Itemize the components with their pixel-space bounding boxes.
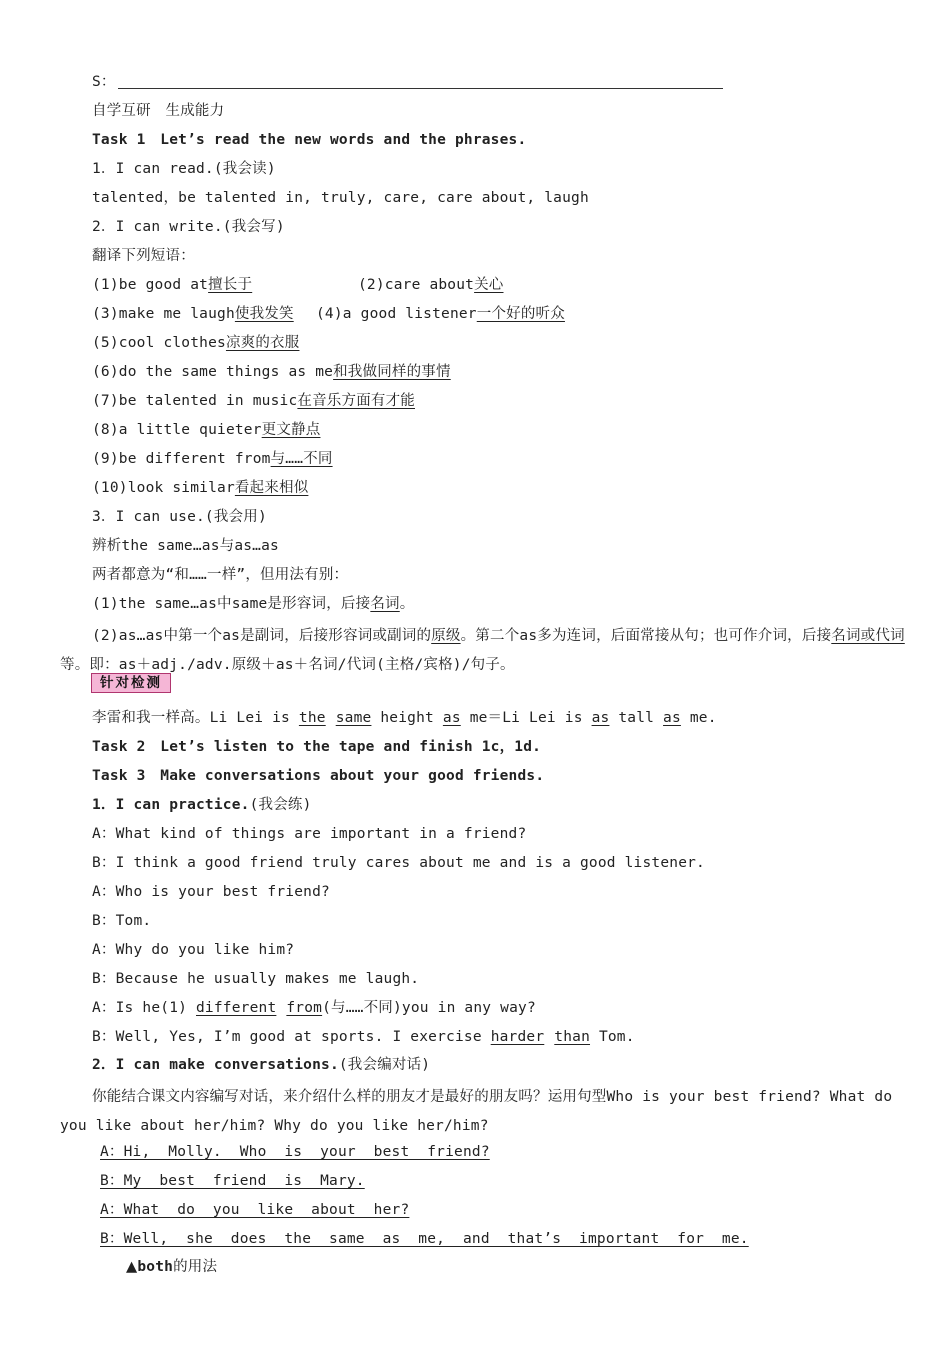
dialog-line: A：What kind of things are important in a friend? [92,826,527,842]
answer-line: B：My best friend is Mary. [100,1173,365,1189]
phrase-question: (6)do the same things as me [92,364,334,380]
read-heading: 1．I can read.(我会读) [92,161,276,177]
phrase-answer: 凉爽的衣服 [225,335,300,351]
dialog-line: B：I think a good friend truly cares about me and is a good listener. [92,855,705,871]
dialog-line: A：Who is your best friend? [92,884,330,900]
word-list: talented，be talented in, truly, care, care about, laugh [92,190,589,206]
blank-answer: the [298,710,326,726]
phrase-row [92,449,333,469]
check-badge: 针对检测 [91,673,171,693]
rule-1: (1)the same…as中same是形容词，后接名词。 [92,596,415,612]
phrase-answer: 在音乐方面有才能 [297,393,415,409]
phrase-row [92,304,294,324]
phrase-question: (8)a little quieter [92,422,262,438]
phrase-answer: 看起来相似 [234,480,309,496]
blank-answer: as [591,710,610,726]
make-heading: 2．I can make conversations.(我会编对话) [92,1057,431,1073]
phrase-answer: 擅长于 [208,277,253,293]
phrase-row [92,420,320,440]
triangle-icon: ▲ [126,1259,138,1275]
phrase-question: (5)cool clothes [92,335,226,351]
phrase-row [316,304,565,324]
blank-answer: as [442,710,461,726]
dialog-line: B：Tom. [92,913,152,929]
phrase-question: (9)be different from [92,451,271,467]
answer-line: A：Hi, Molly. Who is your best friend? [100,1144,490,1160]
write-heading: 2．I can write.(我会写) [92,219,285,235]
phrase-answer: 和我做同样的事情 [333,364,451,380]
dialog-line: B：Well, Yes, I’m good at sports. I exercise harder than Tom. [92,1029,635,1045]
phrase-answer: 更文静点 [261,422,321,438]
section-title: 自学互研 生成能力 [92,103,225,119]
phrase-row [92,362,451,382]
phrase-question: (3)make me laugh [92,306,235,322]
instruction: 你能结合课文内容编写对话，来介绍什么样的朋友才是最好的朋友吗？运用句型Who is your best friend? What do you like about her/him? Why do you like her/him? [60,1089,893,1134]
s-label: S： [92,74,116,90]
phrase-question: (4)a good listener [316,306,477,322]
dialog-line: A：Why do you like him? [92,942,295,958]
rule-2-answer: 名词或代词 [831,628,905,644]
distinguish-line: 辨析the same…as与as…as [92,538,279,554]
phrase-answer: 关心 [474,277,504,293]
both-mean-line: 两者都意为“和……一样”，但用法有别： [92,567,349,583]
phrase-answer: 使我发笑 [234,306,294,322]
rule-1-answer: 名词 [370,596,400,612]
phrase-row [92,333,299,353]
phrase-question: (1)be good at [92,277,209,293]
phrase-row [92,478,308,498]
dialog-line: B：Because he usually makes me laugh. [92,971,420,987]
phrase-row [358,275,504,295]
rule-2: (2)as…as中第一个as是副词，后接形容词或副词的原级。第二个as多为连词，后面常接从句；也可作介词，后接名词或代词等。即：as＋adj./adv.原级＋as＋名词/代词(主格/宾格)/句子。 [60,628,905,673]
phrase-question: (2)care about [358,277,475,293]
phrase-question: (7)be talented in music [92,393,298,409]
phrase-answer: 与……不同 [270,451,333,467]
blank-answer: from [286,1000,323,1016]
translate-prompt: 翻译下列短语： [92,248,195,264]
blank-answer: harder [490,1029,545,1045]
blank-answer: different [196,1000,277,1016]
blank-answer: same [335,710,372,726]
task1-title: Task 1 Let’s read the new words and the phrases. [92,132,527,148]
dialog-line: A：Is he(1) different from(与……不同)you in any way? [92,1000,536,1016]
blank-answer: as [663,710,681,726]
phrase-answer: 一个好的听众 [476,306,565,322]
answer-line: B：Well, she does the same as me, and that’s important for me. [100,1231,749,1247]
phrase-row [92,275,252,295]
task3-title: Task 3 Make conversations about your good friends. [92,768,545,784]
check-sentence: 李雷和我一样高。Li Lei is the same height as me＝Li Lei is as tall as me. [92,710,717,726]
phrase-row [92,391,415,411]
task2-title: Task 2 Let’s listen to the tape and finish 1c，1d. [92,739,542,755]
phrase-question: (10)look similar [92,480,235,496]
answer-line: A：What do you like about her? [100,1202,410,1218]
practice-heading: 1．I can practice.(我会练) [92,797,312,813]
both-usage-heading: ▲both的用法 [126,1259,218,1275]
answer-line [118,88,723,89]
blank-answer: than [554,1029,591,1045]
use-heading: 3．I can use.(我会用) [92,509,267,525]
rule-2-answer: 原级 [431,628,461,644]
